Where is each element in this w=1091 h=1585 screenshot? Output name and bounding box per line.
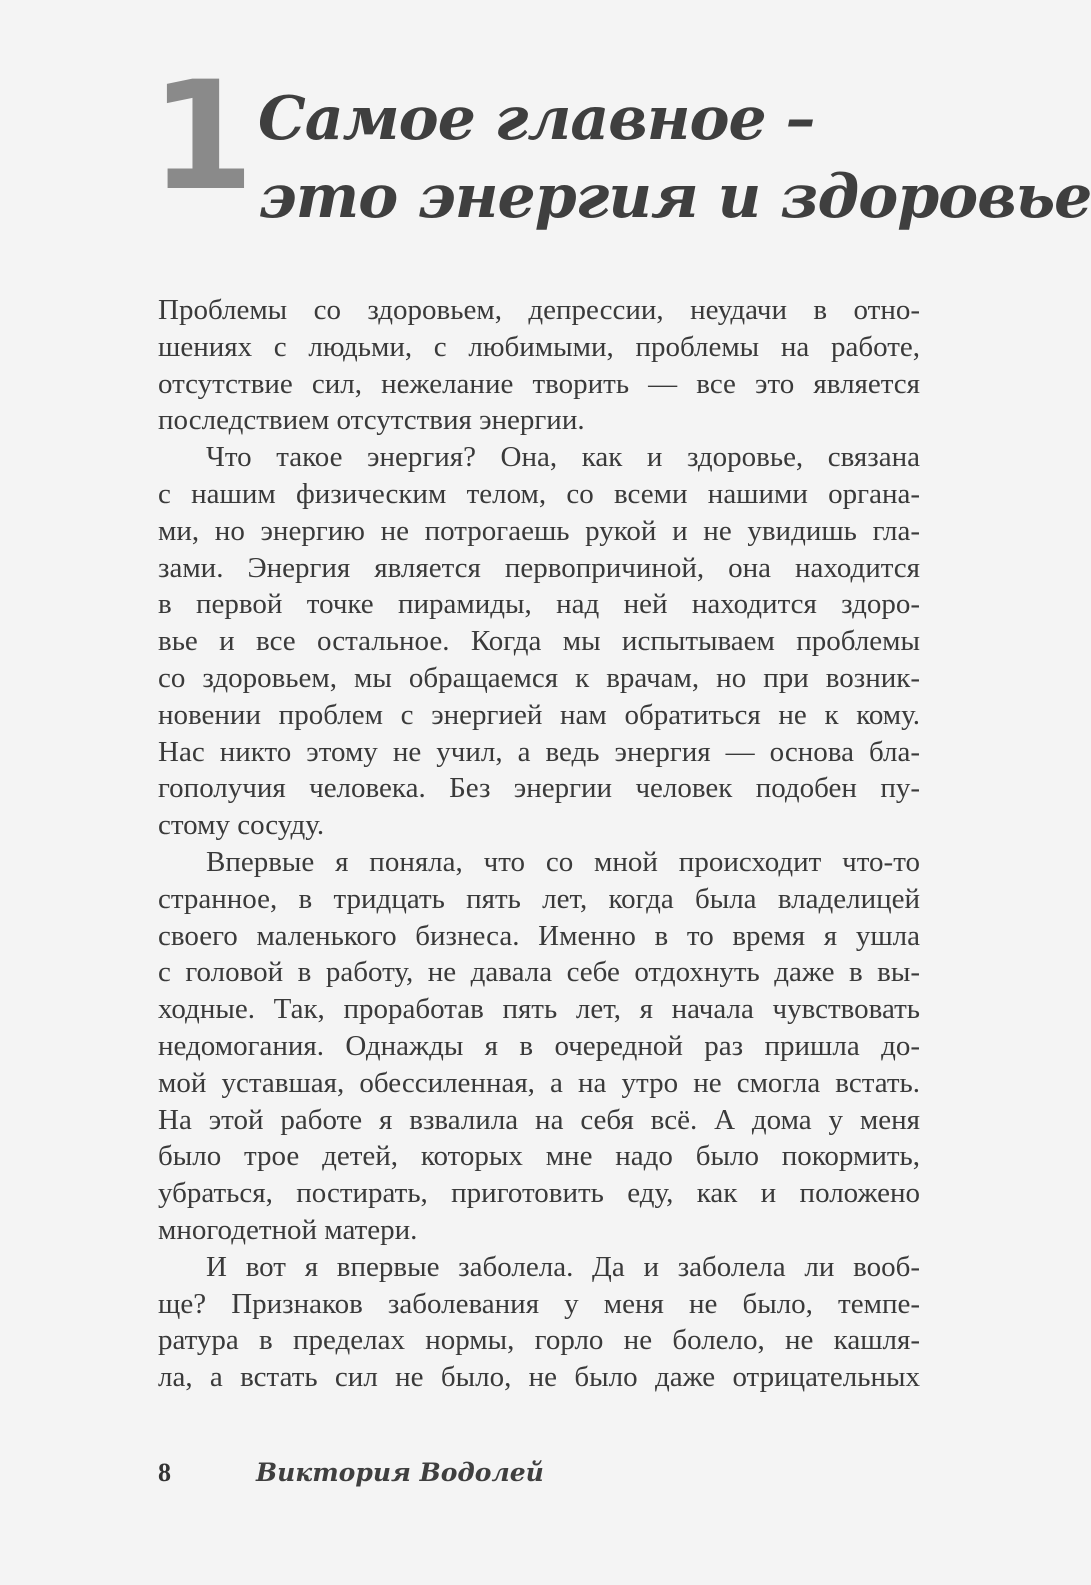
text-line: Впервые я поняла, что со мной происходит что-то [206,845,920,878]
text-line: со здоровьем, мы обращаемся к врачам, но при возник- [158,661,920,694]
author-name: Виктория Водолей [256,1458,544,1487]
text-line: ми, но энергию не потрогаешь рукой и не увидишь гла- [158,514,920,547]
text-line: зами. Энергия является первопричиной, она находится [158,551,920,584]
page-number: 8 [158,1458,171,1487]
text-line: шениях с людьми, с любимыми, проблемы на работе, [158,330,920,363]
text-line: ла, а встать сил не было, не было даже отрицательных [158,1361,920,1394]
text-line: гополучия человека. Без энергии человек подобен пу- [158,772,920,805]
text-line: На этой работе я взвалила на себя всё. А дома у меня [158,1103,920,1136]
text-line: новении проблем с энергией нам обратиться не к кому. [158,698,920,731]
chapter-number: 1 [150,50,255,224]
text-line: странное, в тридцать пять лет, когда была владелицей [158,882,920,915]
text-line: вье и все остальное. Когда мы испытываем проблемы [158,625,920,658]
text-line: было трое детей, которых мне надо было покормить, [158,1140,920,1173]
text-line: своего маленького бизнеса. Именно в то время я ушла [158,919,920,952]
text-line: в первой точке пирамиды, над ней находится здоро- [158,588,920,621]
text-line: ратура в пределах нормы, горло не болело, не кашля- [158,1324,920,1357]
chapter-title [258,80,1091,236]
text-line: мой уставшая, обессиленная, а на утро не смогла встать. [158,1066,920,1099]
text-line: стому сосуду. [158,809,325,842]
text-line: Проблемы со здоровьем, депрессии, неудачи в отно- [158,294,920,326]
text-line: ще? Признаков заболевания у меня не было, темпе- [158,1287,920,1320]
text-line: Что такое энергия? Она, как и здоровье, связана [206,441,920,474]
chapter-title-line: это энергия и здоровье [258,162,1091,232]
text-line: убраться, постирать, приготовить еду, как и положено [158,1177,920,1210]
text-line: ходные. Так, проработав пять лет, я начала чувствовать [158,993,920,1026]
text-line: отсутствие сил, нежелание творить — все это является [158,367,920,400]
text-line: с головой в работу, не давала себе отдохнуть даже в вы- [158,956,920,989]
text-line: с нашим физическим телом, со всеми нашими органа- [158,477,920,510]
text-line: многодетной матери. [158,1213,418,1246]
text-line: недомогания. Однажды я в очередной раз пришла до- [158,1029,920,1062]
text-line: Нас никто этому не учил, а ведь энергия — основа бла- [158,735,920,768]
chapter-title-line: Самое главное – [258,84,815,154]
text-line: последствием отсутствия энергии. [158,404,585,437]
body-text [158,292,920,1396]
page-footer [158,1458,858,1498]
text-line: И вот я впервые заболела. Да и заболела ли вооб- [206,1250,920,1283]
